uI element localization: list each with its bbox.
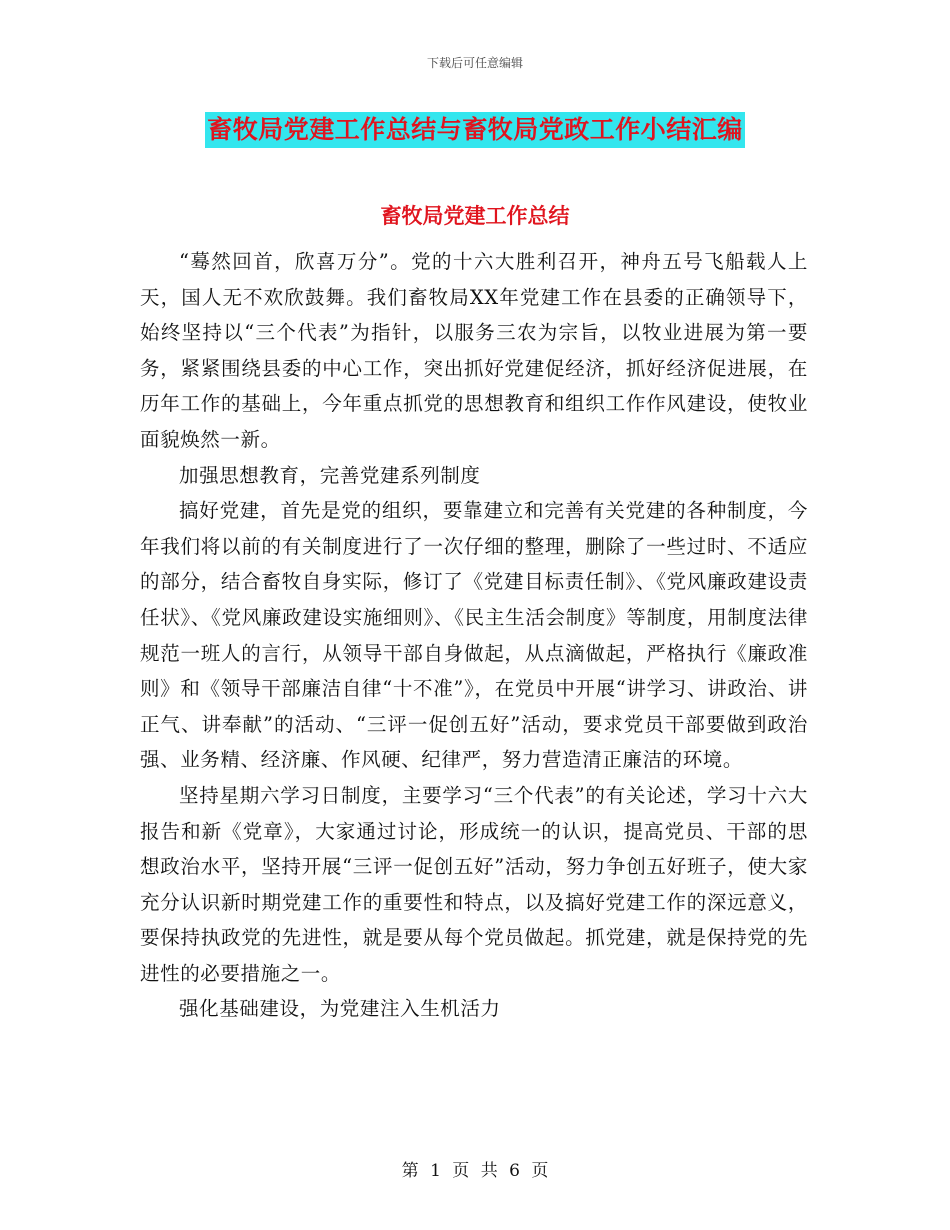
section-title: 畜牧局党建工作总结 xyxy=(380,204,570,228)
body-paragraph: “蓦然回首，欣喜万分”。党的十六大胜利召开，神舟五号飞船载人上天，国人无不欢欣鼓舞。我们畜牧局XX年党建工作在县委的正确领导下，始终坚持以“三个代表”为指针，以服务三农为宗旨，以牧业进展为第一要务，紧紧围绕县委的中心工作，突出抓好党建促经济，抓好经济促进展，在历年工作的基础上，今年重点抓党的思想教育和组织工作作风建设，使牧业面貌焕然一新。 xyxy=(140,250,808,451)
section-heading: 加强思想教育，完善党建系列制度 xyxy=(179,463,481,487)
main-title-container xyxy=(0,112,950,148)
document-body xyxy=(140,244,808,1027)
page-header-note: 下载后可任意编辑 xyxy=(426,56,523,70)
document-main-title: 畜牧局党建工作总结与畜牧局党政工作小结汇编 xyxy=(205,112,745,148)
body-paragraph: 坚持星期六学习日制度，主要学习“三个代表”的有关论述，学习十六大报告和新《党章》，大家通过讨论，形成统一的认识，提高党员、干部的思想政治水平，坚持开展“三评一促创五好”活动，努力争创五好班子，使大家充分认识新时期党建工作的重要性和特点，以及搞好党建工作的深远意义，要保持执政党的先进性，就是要从每个党员做起。抓党建，就是保持党的先进性的必要措施之一。 xyxy=(140,783,808,985)
page-footer: 第 1 页 共 6 页 xyxy=(401,1161,549,1181)
section-heading: 强化基础建设，为党建注入生机活力 xyxy=(179,997,501,1021)
body-paragraph: 搞好党建，首先是党的组织，要靠建立和完善有关党建的各种制度，今年我们将以前的有关制度进行了一次仔细的整理，删除了一些过时、不适应的部分，结合畜牧自身实际，修订了《党建目标责任制》、《党风廉政建设责任状》、《党风廉政建设实施细则》、《民主生活会制度》等制度，用制度法律规范一班人的言行，从领导干部自身做起，从点滴做起，严格执行《廉政准则》和《领导干部廉洁自律“十不准”》，在党员中开展“讲学习、讲政治、讲正气、讲奉献”的活动、“三评一促创五好”活动，要求党员干部要做到政治强、业务精、经济廉、作风硬、纪律严，努力营造清正廉洁的环境。 xyxy=(140,499,808,772)
